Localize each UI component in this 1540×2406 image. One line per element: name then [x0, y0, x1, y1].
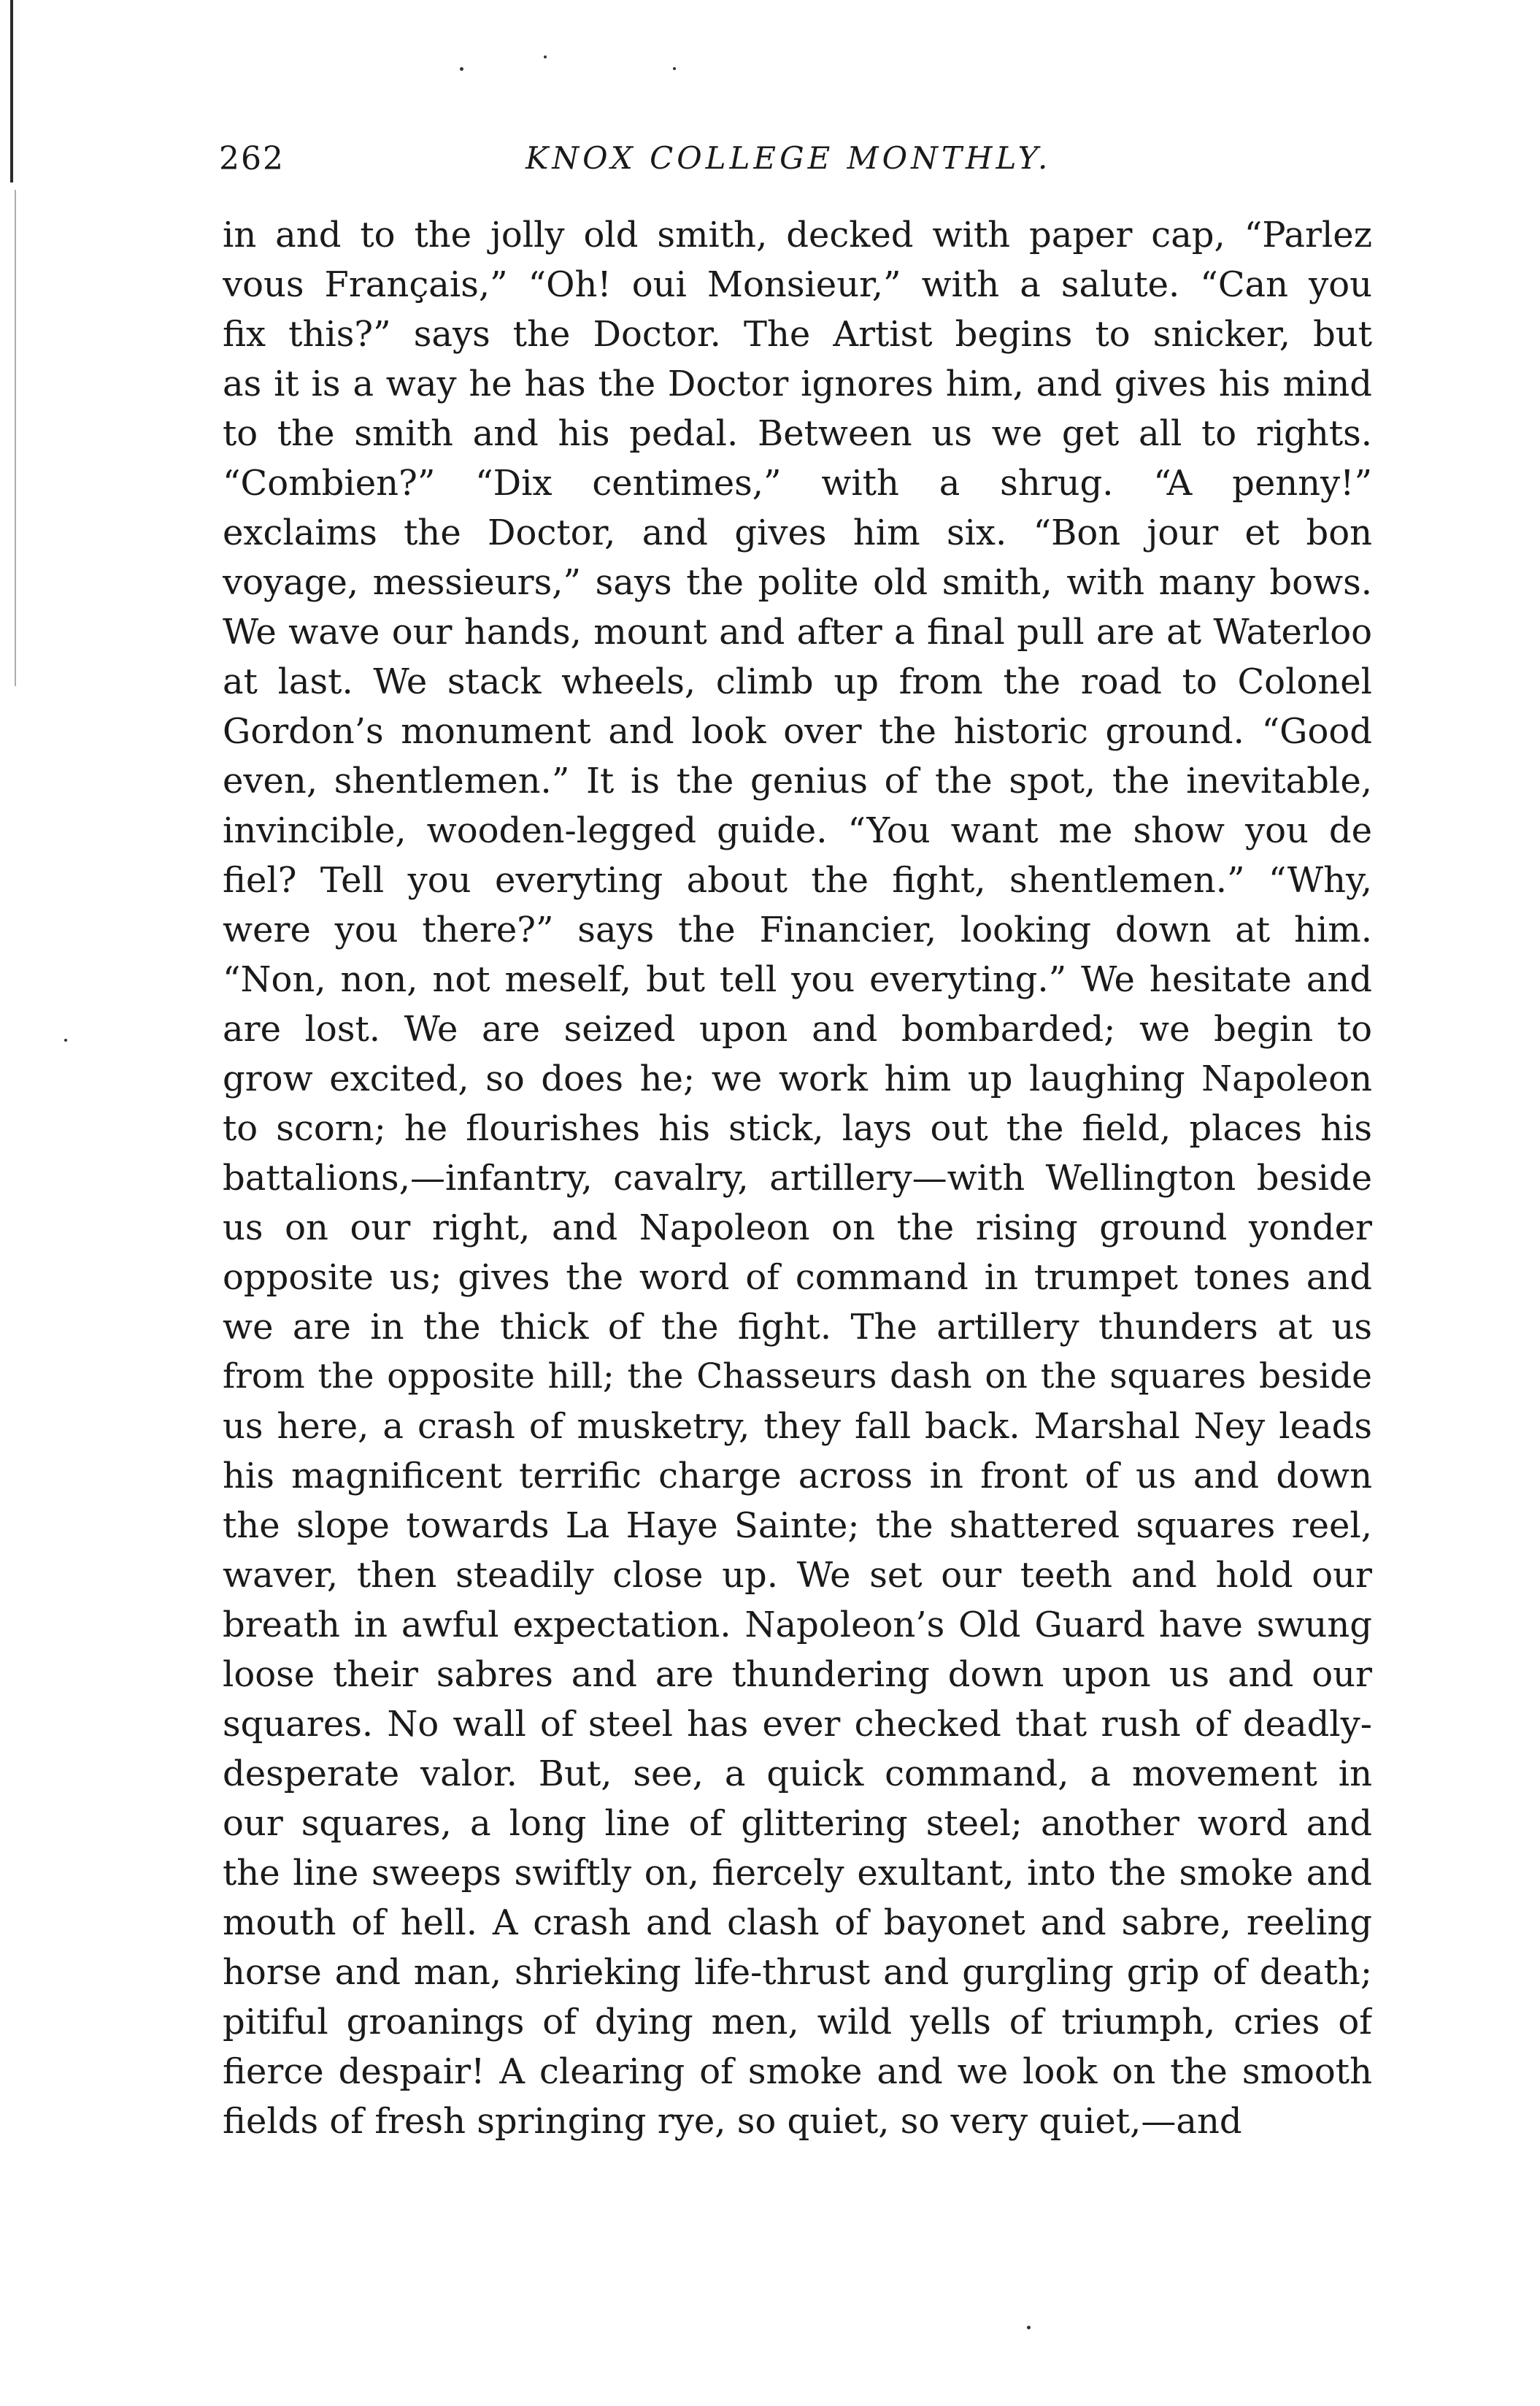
text-line: battalions,—infantry, cavalry, artillery—with Wellington beside	[223, 1158, 1372, 1199]
text-line: at last. We stack wheels, climb up from the road to Colonel	[223, 661, 1372, 702]
text-line: fiel? Tell you everyting about the fight, shentlemen.” “Why,	[223, 860, 1372, 901]
text-line: “Combien?” “Dix centimes,” with a shrug. “A penny!”	[223, 463, 1372, 504]
text-line: “Non, non, not meself, but tell you everyting.” We hesitate and	[223, 959, 1372, 1000]
text-line: his magnificent terrific charge across in front of us and down	[223, 1456, 1372, 1496]
scan-edge-mark-faint	[15, 190, 16, 686]
text-line: were you there?” says the Financier, looking down at him.	[223, 910, 1372, 950]
text-line: opposite us; gives the word of command in trumpet tones and	[223, 1257, 1372, 1298]
text-line: us on our right, and Napoleon on the rising ground yonder	[223, 1207, 1372, 1248]
text-line: fix this?” says the Doctor. The Artist begins to snicker, but	[223, 314, 1372, 355]
text-line: even, shentlemen.” It is the genius of the spot, the inevitable,	[223, 761, 1372, 802]
text-line: mouth of hell. A crash and clash of bayonet and sabre, reeling	[223, 1902, 1372, 1943]
body-text	[223, 210, 1372, 2146]
text-line: are lost. We are seized upon and bombarded; we begin to	[223, 1009, 1372, 1050]
text-line: exclaims the Doctor, and gives him six. “Bon jour et bon	[223, 512, 1372, 553]
page-header	[219, 140, 1372, 191]
text-line: from the opposite hill; the Chasseurs dash on the squares beside	[223, 1356, 1372, 1396]
text-line: breath in awful expectation. Napoleon’s Old Guard have swung	[223, 1604, 1372, 1645]
text-line: squares. No wall of steel has ever checked that rush of deadly-	[223, 1704, 1372, 1745]
text-line: waver, then steadily close up. We set our teeth and hold our	[223, 1555, 1372, 1596]
scan-speck	[460, 67, 463, 71]
text-line: Gordon’s monument and look over the historic ground. “Good	[223, 711, 1372, 752]
text-line: fierce despair! A clearing of smoke and we look on the smooth	[223, 2051, 1372, 2092]
text-line: the slope towards La Haye Sainte; the shattered squares reel,	[223, 1505, 1372, 1546]
scan-speck	[64, 1039, 67, 1042]
scan-speck	[1027, 2326, 1031, 2329]
text-line: desperate valor. But, see, a quick command, a movement in	[223, 1753, 1372, 1794]
text-line: the line sweeps swiftly on, fiercely exultant, into the smoke and	[223, 1853, 1372, 1894]
text-line: in and to the jolly old smith, decked with paper cap, “Parlez	[223, 215, 1372, 255]
running-title: KNOX COLLEGE MONTHLY.	[525, 140, 1052, 176]
text-line: vous Français,” “Oh! oui Monsieur,” with a salute. “Can you	[223, 264, 1372, 305]
text-line: to the smith and his pedal. Between us we get all to rights.	[223, 413, 1372, 454]
text-line: us here, a crash of musketry, they fall back. Marshal Ney leads	[223, 1406, 1372, 1447]
text-line: invincible, wooden-legged guide. “You want me show you de	[223, 810, 1372, 851]
text-line: we are in the thick of the fight. The artillery thunders at us	[223, 1307, 1372, 1348]
text-line: horse and man, shrieking life-thrust and gurgling grip of death;	[223, 1952, 1372, 1993]
scan-edge-mark	[10, 0, 13, 182]
text-line: pitiful groanings of dying men, wild yells of triumph, cries of	[223, 2002, 1372, 2042]
text-line: to scorn; he flourishes his stick, lays out the field, places his	[223, 1108, 1372, 1149]
text-line: voyage, messieurs,” says the polite old smith, with many bows.	[223, 562, 1372, 603]
text-line: our squares, a long line of glittering steel; another word and	[223, 1803, 1372, 1844]
page-number: 262	[219, 140, 285, 177]
text-line: loose their sabres and are thundering down upon us and our	[223, 1654, 1372, 1695]
text-line: as it is a way he has the Doctor ignores him, and gives his mind	[223, 364, 1372, 404]
text-line: grow excited, so does he; we work him up laughing Napoleon	[223, 1058, 1372, 1099]
text-line: fields of fresh springing rye, so quiet, so very quiet,—and	[223, 2101, 1242, 2142]
text-line: We wave our hands, mount and after a final pull are at Waterloo	[223, 612, 1372, 653]
scan-speck	[673, 67, 676, 70]
scan-speck	[544, 55, 547, 58]
